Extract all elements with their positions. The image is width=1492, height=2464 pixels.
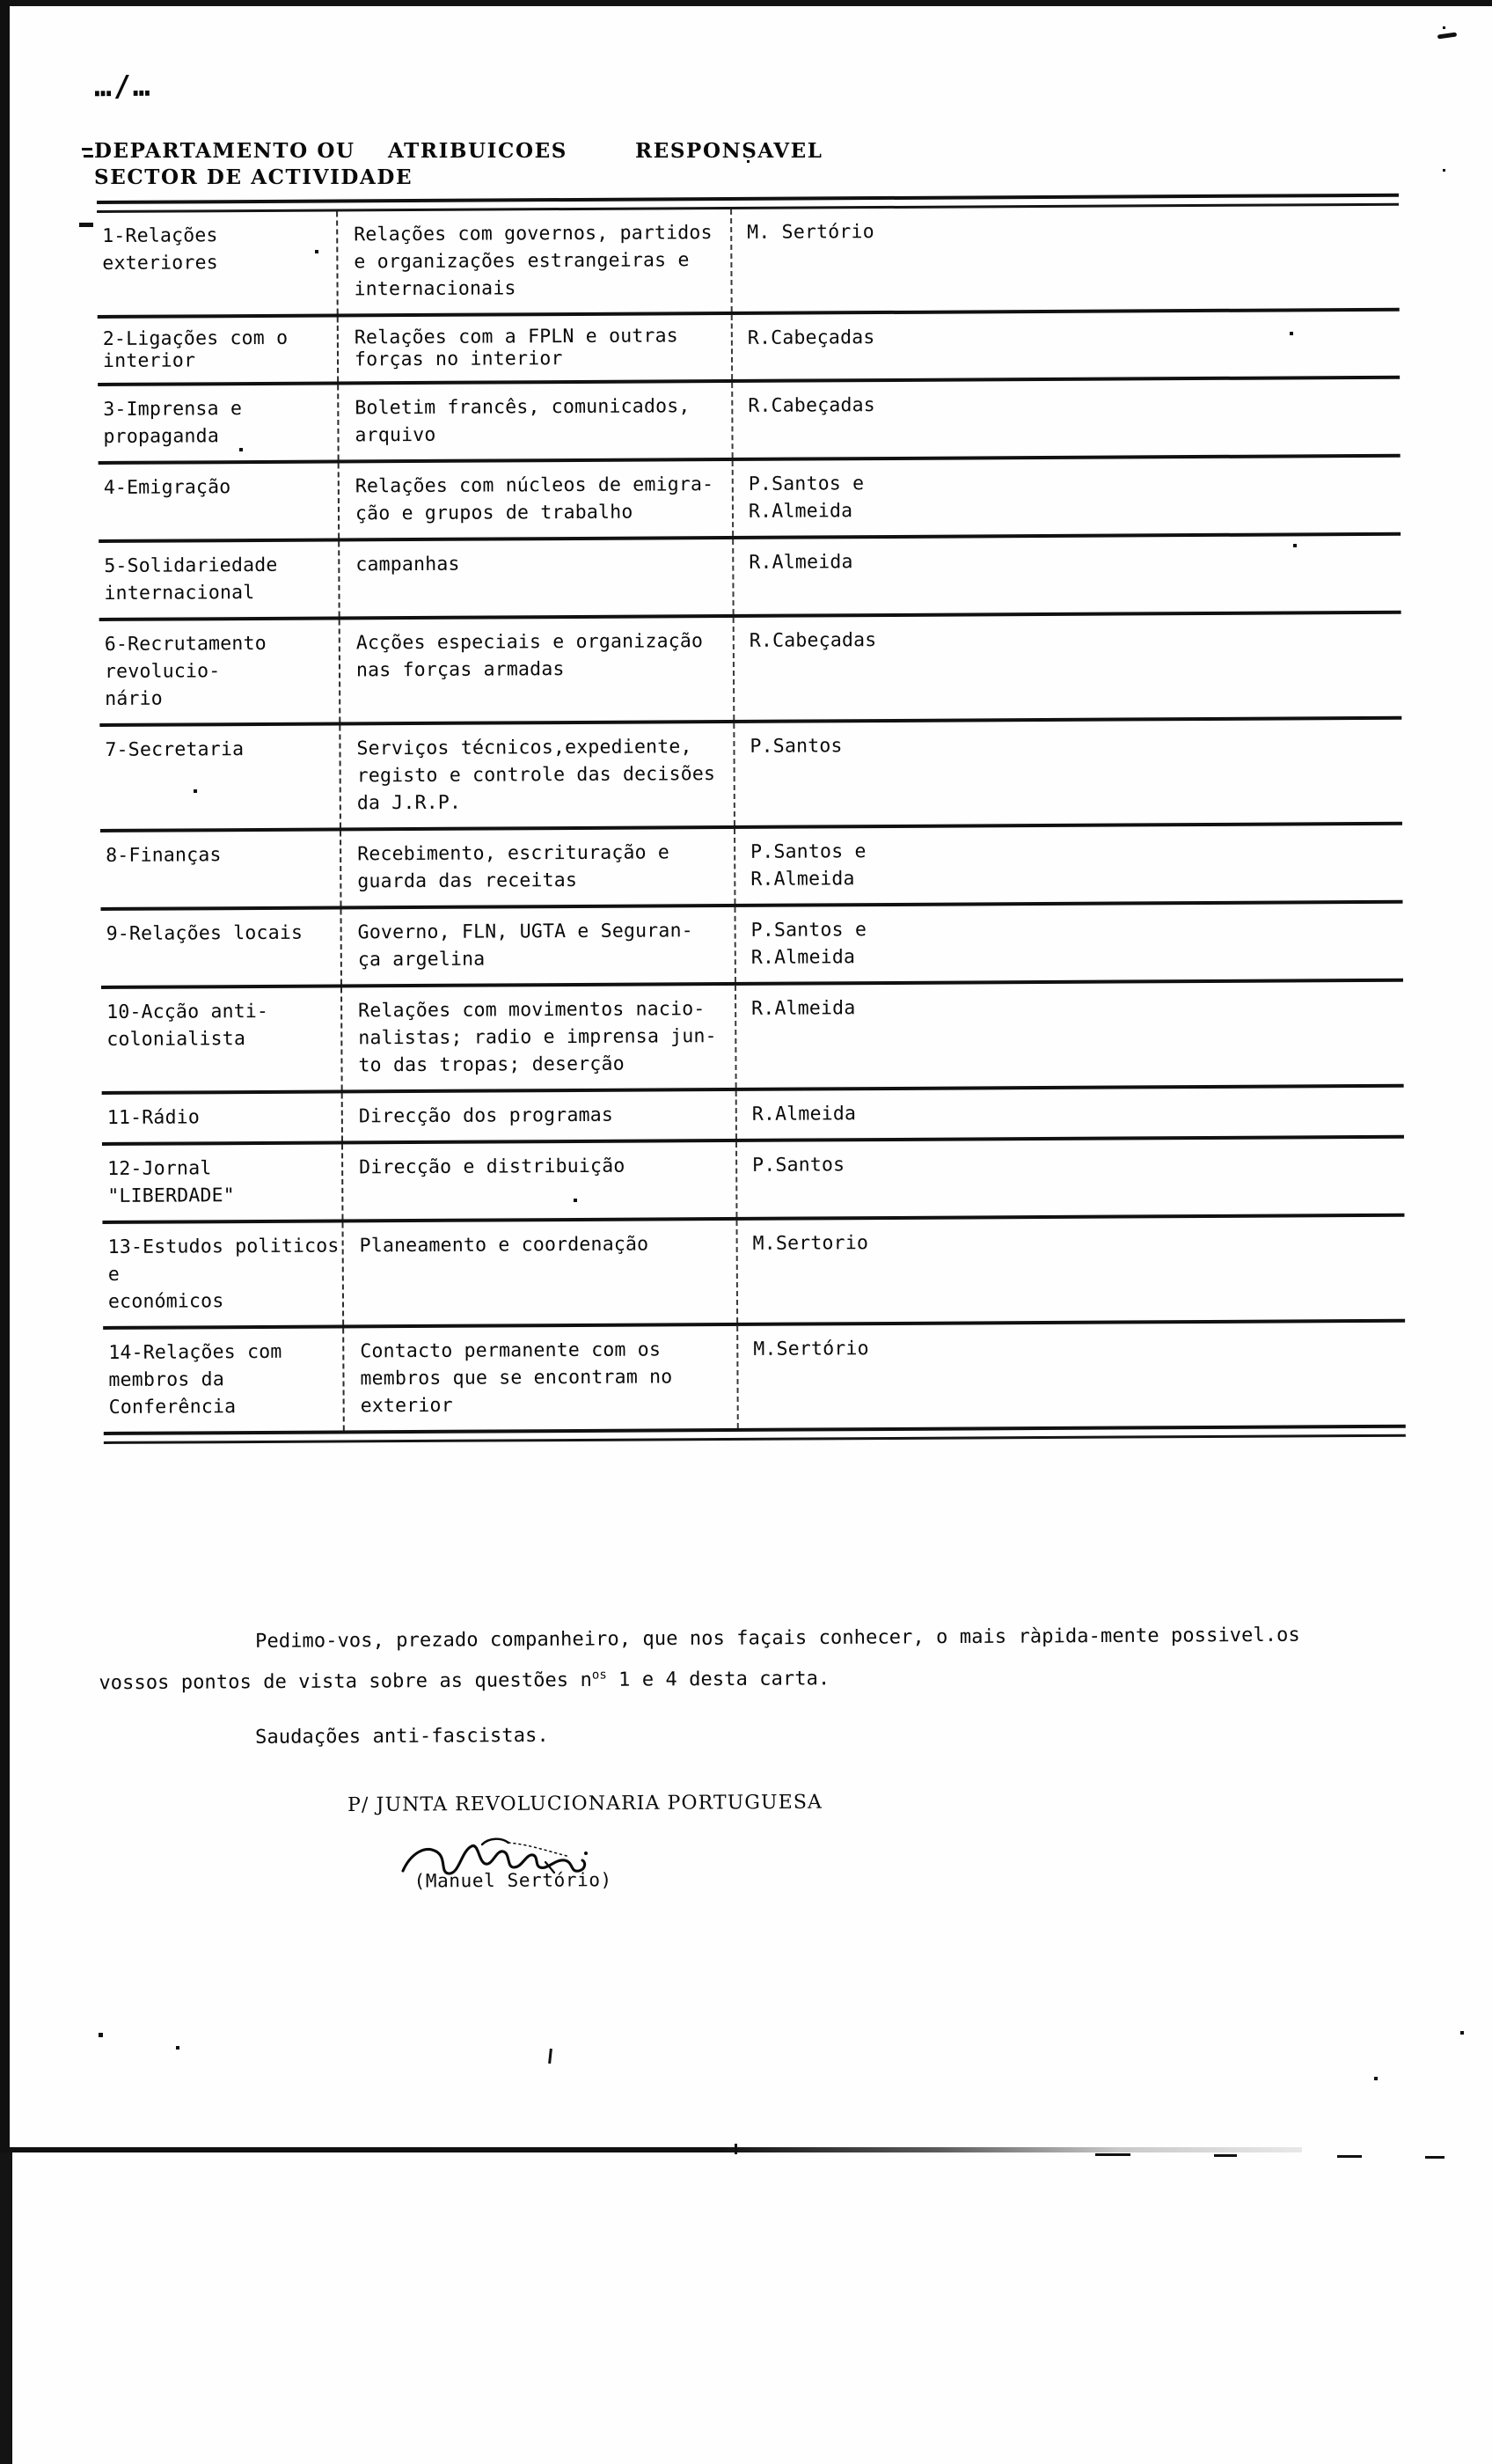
table-cell-department: 13-Estudos politicos e económicos — [107, 1235, 340, 1313]
table-cell-department: 10-Acção anti-colonialista — [106, 1000, 269, 1051]
table-row — [98, 379, 1400, 461]
scan-artifact — [79, 223, 93, 227]
table-cell-attributions: Acções especiais e organização nas forças armadas — [339, 618, 734, 722]
responsibilities-table — [97, 194, 1406, 1444]
scan-artifact — [1437, 32, 1457, 39]
table-cell-responsible: P.Santos — [733, 720, 1402, 825]
table-row — [99, 614, 1402, 723]
closing-paragraph-part2: 1 e 4 desta carta. — [606, 1668, 830, 1691]
table-cell-responsible: R.Almeida — [732, 536, 1401, 614]
table-cell-department: 6-Recrutamento revolucio- nário — [104, 632, 267, 710]
table-cell-department: 1-Relações exteriores — [102, 224, 218, 275]
scan-artifact — [1095, 2153, 1130, 2156]
table-row — [102, 1139, 1404, 1221]
table-cell-attributions: Recebimento, escrituração e guarda das receitas — [340, 829, 734, 906]
scan-edge-bottom-left — [0, 2152, 12, 2464]
scan-artifact — [1214, 2154, 1237, 2157]
table-header-responsible: RESPONSAVEL — [635, 139, 823, 163]
table-row — [99, 536, 1401, 618]
table-cell-attributions: Relações com governos, partidos e organizações estrangeiras e internacionais — [336, 209, 731, 314]
closing-paragraph-superscript: os — [591, 1668, 607, 1683]
table-cell-responsible: M.Sertorio — [735, 1217, 1405, 1323]
scan-artifact — [1337, 2155, 1362, 2158]
table-bottom-rule-inner — [104, 1434, 1406, 1444]
table-header-attributions: ATRIBUICOES — [388, 139, 567, 163]
table-cell-attributions: Relações com núcleos de emigra- ção e grupos de trabalho — [338, 461, 732, 539]
table-cell-department: 5-Solidariedade internacional — [104, 554, 278, 605]
scan-artifact — [176, 2046, 179, 2050]
table-cell-responsible: P.Santos e R.Almeida — [734, 904, 1402, 982]
table-cell-responsible: M.Sertório — [736, 1323, 1406, 1428]
table-header-department-line1: DEPARTAMENTO OU — [94, 139, 355, 163]
table-cell-responsible: R.Almeida — [735, 1088, 1404, 1139]
table-cell-department: 12-Jornal "LIBERDADE" — [107, 1157, 235, 1207]
table-header-department-line2: SECTOR DE ACTIVIDADE — [94, 165, 413, 189]
scan-artifact — [1460, 2031, 1464, 2035]
table-row — [98, 312, 1400, 383]
scan-artifact — [548, 2049, 552, 2064]
table-row — [102, 1217, 1405, 1326]
table-row — [99, 458, 1401, 539]
table-cell-attributions: Planeamento e coordenação — [341, 1221, 736, 1325]
scan-artifact — [99, 2033, 103, 2037]
table-row — [101, 982, 1404, 1091]
scan-artifact — [1443, 26, 1445, 29]
scan-edge-bottom — [0, 2147, 1302, 2152]
table-cell-responsible: P.Santos e R.Almeida — [732, 458, 1401, 536]
closing-paragraph-part1: Pedimo-vos, prezado companheiro, que nos façais conhecer, o mais ràpida-mente possivel.os vossos pontos de vista sobre as questões n — [99, 1624, 1313, 1695]
scan-artifact — [82, 148, 92, 150]
table-cell-responsible: R.Cabeçadas — [731, 312, 1400, 379]
table-cell-responsible: R.Cabeçadas — [731, 379, 1400, 458]
table-cell-responsible: M. Sertório — [730, 206, 1400, 312]
scan-artifact — [735, 2144, 737, 2154]
table-row — [103, 1323, 1406, 1432]
table-row — [102, 1088, 1404, 1142]
table-cell-department: 2-Ligações com o interior — [102, 326, 289, 372]
scan-edge-left — [0, 0, 10, 2152]
table-cell-attributions: campanhas — [338, 539, 732, 617]
table-cell-attributions: Contacto permanente com os membros que se encontram no exterior — [342, 1326, 737, 1431]
table-cell-department: 11-Rádio — [106, 1106, 201, 1129]
table-row — [99, 720, 1402, 829]
table-cell-department: 7-Secretaria — [105, 738, 245, 761]
scan-artifact — [84, 155, 93, 158]
scan-artifact — [1443, 169, 1445, 172]
table-cell-department: 14-Relações com membros da Conferência — [108, 1340, 282, 1419]
table-body — [97, 206, 1406, 1432]
table-cell-attributions: Relações com a FPLN e outras forças no interior — [337, 315, 731, 382]
signature-name: (Manuel Sertório) — [413, 1869, 612, 1892]
table-cell-attributions: Boletim francês, comunicados, arquivo — [337, 383, 731, 460]
table-cell-department: 9-Relações locais — [106, 921, 304, 945]
table-cell-responsible: R.Almeida — [735, 982, 1404, 1088]
table-cell-responsible: P.Santos e R.Almeida — [734, 825, 1402, 904]
scan-artifact — [1374, 2077, 1378, 2080]
table-row — [97, 206, 1400, 315]
closing-paragraph — [99, 1617, 1349, 1701]
table-cell-attributions: Governo, FLN, UGTA e Seguran- ça argelina — [340, 907, 735, 985]
scan-edge-top — [0, 0, 1492, 6]
salutation-line: Saudações anti-fascistas. — [255, 1724, 549, 1749]
continuation-mark: …/… — [93, 68, 152, 104]
scan-artifact — [1425, 2156, 1444, 2159]
table-row — [100, 825, 1402, 907]
table-cell-department: 4-Emigração — [103, 476, 231, 499]
table-cell-attributions: Serviços técnicos,expediente, registo e controle das decisões da J.R.P. — [339, 723, 734, 828]
table-cell-department: 3-Imprensa e propaganda — [103, 398, 243, 448]
table-cell-attributions: Direcção e distribuição — [341, 1142, 735, 1220]
table-cell-attributions: Relações com movimentos nacio- nalistas; radio e imprensa jun- to das tropas; deserção — [340, 986, 735, 1090]
table-top-rule-outer — [97, 194, 1399, 204]
table-cell-department: 8-Finanças — [106, 844, 222, 867]
signature-organization: P/ JUNTA REVOLUCIONARIA PORTUGUESA — [347, 1791, 823, 1816]
handwritten-signature-mark — [398, 1832, 662, 1885]
table-cell-responsible: R.Cabeçadas — [733, 614, 1402, 720]
table-cell-responsible: P.Santos — [735, 1139, 1404, 1217]
table-row — [101, 904, 1403, 986]
table-cell-attributions: Direcção dos programas — [341, 1091, 735, 1141]
